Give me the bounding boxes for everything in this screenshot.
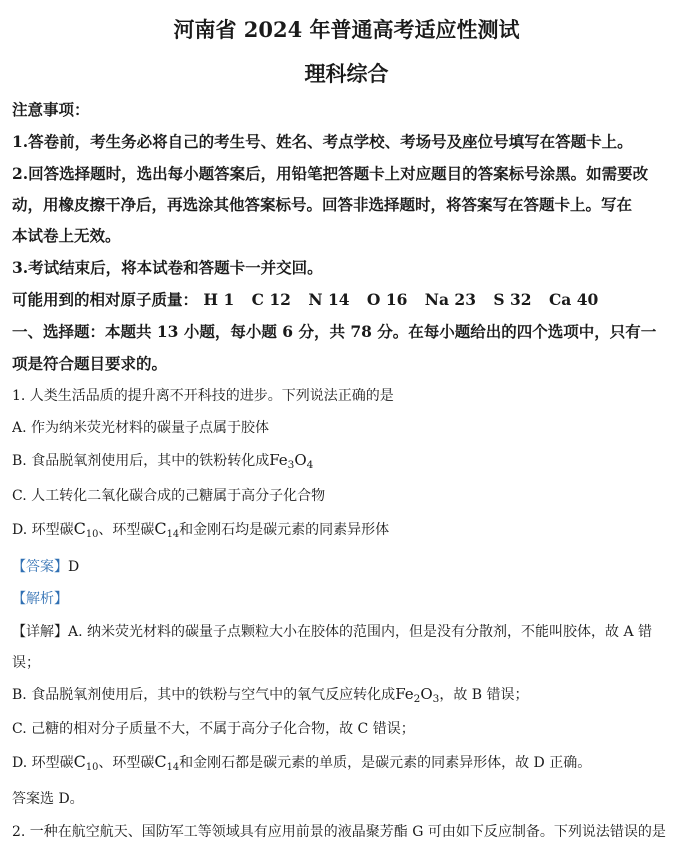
section-1-line-2: 项是符合题目要求的。 — [12, 354, 168, 373]
atomic-mass-n: N 14 — [308, 290, 350, 309]
question-1-stem: 1. 人类生活品质的提升离不开科技的进步。下列说法正确的是 — [12, 388, 394, 404]
question-2-stem: 2. 一种在航空航天、国防军工等领域具有应用前景的液晶聚芳酯 G 可由如下反应制备。下列说法错误的是 — [12, 824, 666, 840]
answer-choice: 答案选 D。 — [12, 791, 84, 807]
detail-option-b: B. 食品脱氧剂使用后，其中的铁粉与空气中的氧气反应转化成$Fe_2O_3$，故 B 错误； — [12, 685, 529, 704]
atomic-mass-c: C 12 — [251, 290, 291, 309]
notice-heading: 注意事项： — [12, 100, 90, 119]
atomic-mass-ca: Ca 40 — [548, 290, 599, 309]
notice-item-2-line-2: 动，用橡皮擦干净后，再选涂其他答案标号。回答非选择题时，将答案写在答题卡上。写在 — [12, 195, 633, 214]
page-subtitle: 理科综合 — [304, 61, 389, 86]
question-1-option-c: C. 人工转化二氧化碳合成的己糖属于高分子化合物 — [12, 488, 326, 504]
atomic-mass-line — [12, 288, 681, 310]
atomic-mass-o: O 16 — [366, 290, 408, 309]
answer-value: D — [68, 559, 80, 575]
notice-item-2-line-3: 本试卷上无效。 — [12, 226, 121, 245]
page-title: 河南省 2024 年普通高考适应性测试 — [173, 17, 520, 42]
detail-line-1: 【详解】A. 纳米荧光材料的碳量子点颗粒大小在胶体的范围内，但是没有分散剂，不能叫胶体，故 A 错 — [12, 624, 653, 640]
question-1-option-d: D. 环型碳$C_{10}$、环型碳$C_{14}$和金刚石均是碳元素的同素异形体 — [12, 519, 390, 539]
detail-line-2: 误； — [12, 655, 40, 671]
detail-tag: 【详解】 — [12, 624, 68, 640]
notice-item-2-line-1: 2.回答选择题时，选出每小题答案后，用铅笔把答题卡上对应题目的答案标号涂黑。如需要改 — [12, 164, 649, 183]
analysis-tag: 【解析】 — [12, 591, 68, 607]
question-1-option-b — [12, 450, 681, 470]
answer-tag: 【答案】 — [12, 559, 68, 575]
atomic-mass-label: 可能用到的相对原子质量： — [12, 290, 199, 309]
notice-item-3: 3.考试结束后，将本试卷和答题卡一并交回。 — [12, 258, 323, 277]
fe3o4-formula: $Fe_3O_4$ — [269, 451, 314, 470]
detail-option-c: C. 己糖的相对分子质量不大，不属于高分子化合物，故 C 错误； — [12, 721, 415, 737]
option-b-text: B. 食品脱氧剂使用后，其中的铁粉转化成 — [12, 453, 270, 469]
atomic-mass-na: Na 23 — [424, 290, 476, 309]
question-1-option-a: A. 作为纳米荧光材料的碳量子点属于胶体 — [12, 420, 270, 436]
atomic-mass-h: H 1 — [203, 290, 235, 309]
atomic-mass-s: S 32 — [493, 290, 532, 309]
detail-option-d: D. 环型碳$C_{10}$、环型碳$C_{14}$和金刚石都是碳元素的单质，是碳元素的同素异形体，故 D 正确。 — [12, 752, 592, 772]
fe2o3-formula: $Fe_2O_3$ — [395, 685, 440, 704]
notice-item-1: 1.答卷前，考生务必将自己的考生号、姓名、考点学校、考场号及座位号填写在答题卡上。 — [12, 132, 633, 151]
answer-line — [12, 556, 681, 576]
section-1-line-1: 一、选择题：本题共 13 小题，每小题 6 分，共 78 分。在每小题给出的四个选项中，只有一 — [12, 322, 657, 341]
